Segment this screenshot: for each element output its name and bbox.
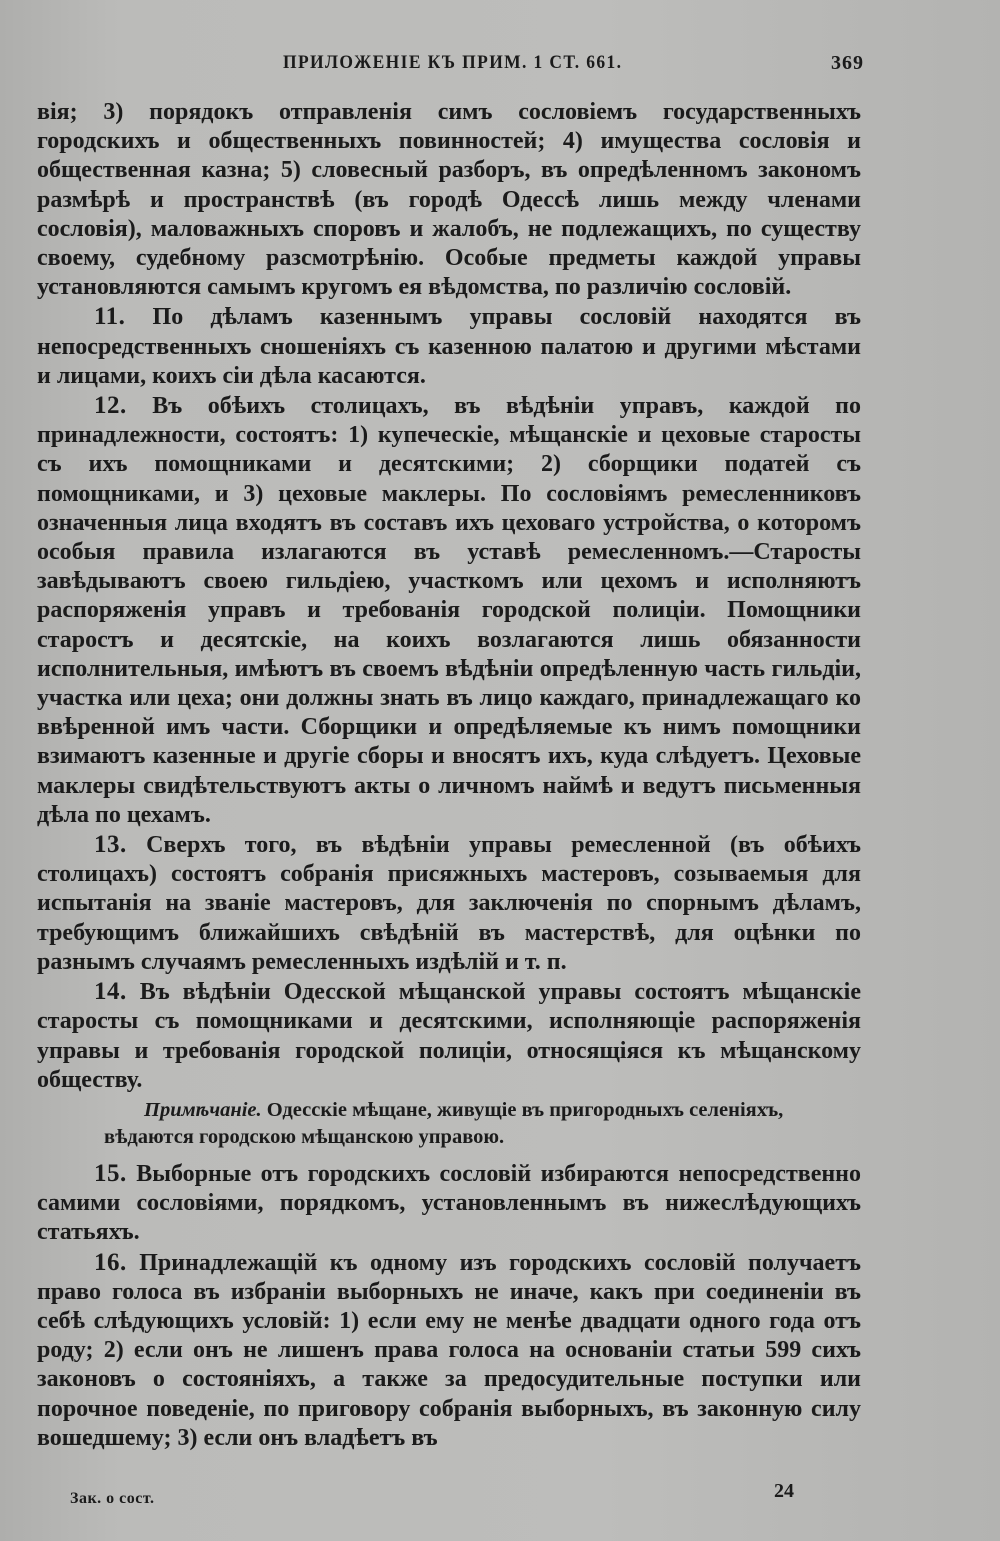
paragraph-text: вія; 3) порядокъ отправленія симъ сословіемъ государственныхъ городскихъ и общественныхъ повинностей; 4) имущества сословія и общественная казна; 5) словесный разборъ, въ опредѣленномъ закономъ размѣрѣ и пространствѣ (въ городѣ Одессѣ лишь между членами сословія), маловажныхъ споровъ и жалобъ, не подлежащихъ, по существу своему, судебному разсмотрѣнію. Особые предметы каждой управы установляются самымъ кругомъ ея вѣдомства, по различію сословій.: [37, 99, 861, 301]
article-13: [37, 830, 861, 977]
note-text-line2: вѣдаются городскою мѣщанскою управою.: [104, 1125, 505, 1148]
article-14: [37, 977, 861, 1095]
article-number: 12.: [94, 392, 127, 420]
paragraph-text: Выборные отъ городскихъ сословій избираются непосредственно самими сословіями, порядкомъ, установленнымъ въ нижеслѣдующихъ статьяхъ.: [37, 1160, 861, 1246]
running-head: ПРИЛОЖЕНІЕ КЪ ПРИМ. 1 СТ. 661.: [283, 52, 623, 73]
article-number: 13.: [94, 831, 127, 859]
paragraph-text: Въ вѣдѣніи Одесской мѣщанской управы состоятъ мѣщанскіе старосты съ помощниками и десятскими, исполняющіе распоряженія управы и требованія городской полиціи, относящіяся къ мѣщанскому обществу.: [37, 979, 862, 1093]
note-text-line1: Одесскіе мѣщане, живущіе въ пригородныхъ селеніяхъ,: [266, 1098, 784, 1121]
page-footer: [0, 1480, 1000, 1520]
paragraph-continued: [37, 98, 861, 302]
article-number: 14.: [94, 978, 127, 1006]
paragraph-text: Сверхъ того, въ вѣдѣніи управы ремесленной (въ обѣихъ столицахъ) состоятъ собранія присяжныхъ мастеровъ, созываемыя для испытанія на званіе мастеровъ, для заключенія по спорнымъ дѣламъ, требующимъ ближайшихъ свѣдѣній въ мастерствѣ, для оцѣнки по разнымъ случаямъ ремесленныхъ издѣлій и т. п.: [37, 832, 862, 975]
signature-mark: 24: [774, 1480, 794, 1502]
article-16: [37, 1248, 861, 1453]
note-label: Примѣчаніе.: [144, 1098, 262, 1121]
footer-book-title: Зак. о сост.: [70, 1490, 155, 1507]
page-body: [37, 98, 861, 1453]
page-number: 369: [831, 52, 864, 74]
article-12: [37, 391, 861, 830]
article-number: 11.: [94, 303, 126, 331]
paragraph-text: Въ обѣихъ столицахъ, въ вѣдѣніи управъ, каждой по принадлежности, состоятъ: 1) купеческіе, мѣщанскіе и цеховые старосты съ ихъ помощниками и десятскими; 2) сборщики податей съ помощниками, и 3) цеховые маклеры. По сословіямъ ремесленниковъ означенныя лица входятъ въ составъ ихъ цеховаго устройства, о которомъ особыя правила излагаются въ уставѣ ремесленномъ.—Старосты завѣдываютъ своею гильдіею, участкомъ или цехомъ и исполняютъ распоряженія управъ и требованія городской полиціи. Помощники старостъ и десятскіе, на коихъ возлагаются лишь обязанности исполнительныя, имѣютъ въ своемъ вѣдѣніи опредѣленную часть гильдіи, участка или цеха; они должны знать въ лицо каждаго, принадлежащаго ко ввѣренной имъ части. Сборщики и опредѣляемые къ нимъ помощники взимаютъ казенные и другіе сборы и вносятъ ихъ, куда слѣдуетъ. Цеховые маклеры свидѣтельствуютъ акты о личномъ наймѣ и ведутъ письменныя дѣла по цехамъ.: [37, 393, 862, 828]
article-number: 15.: [94, 1159, 127, 1187]
article-11: [37, 302, 861, 391]
article-15: [37, 1159, 861, 1248]
page-header: [0, 52, 1000, 82]
note: [37, 1097, 861, 1151]
paragraph-text: Принадлежащій къ одному изъ городскихъ сословій получаетъ право голоса въ избраніи выборныхъ не иначе, какъ при соединеніи въ себѣ слѣдующихъ условій: 1) если ему не менѣе двадцати одного года отъ роду; 2) если онъ не лишенъ права голоса на основаніи статьи 599 сихъ законовъ о состояніяхъ, а также за предосудительные поступки или порочное поведеніе, по приговору собранія выборныхъ, въ законную силу вошедшему; 3) если онъ владѣетъ въ: [37, 1249, 861, 1451]
paragraph-text: По дѣламъ казеннымъ управы сословій находятся въ непосредственныхъ сношеніяхъ съ казенною палатою и другими мѣстами и лицами, коихъ сіи дѣла касаются.: [37, 304, 862, 389]
article-number: 16.: [94, 1248, 127, 1276]
